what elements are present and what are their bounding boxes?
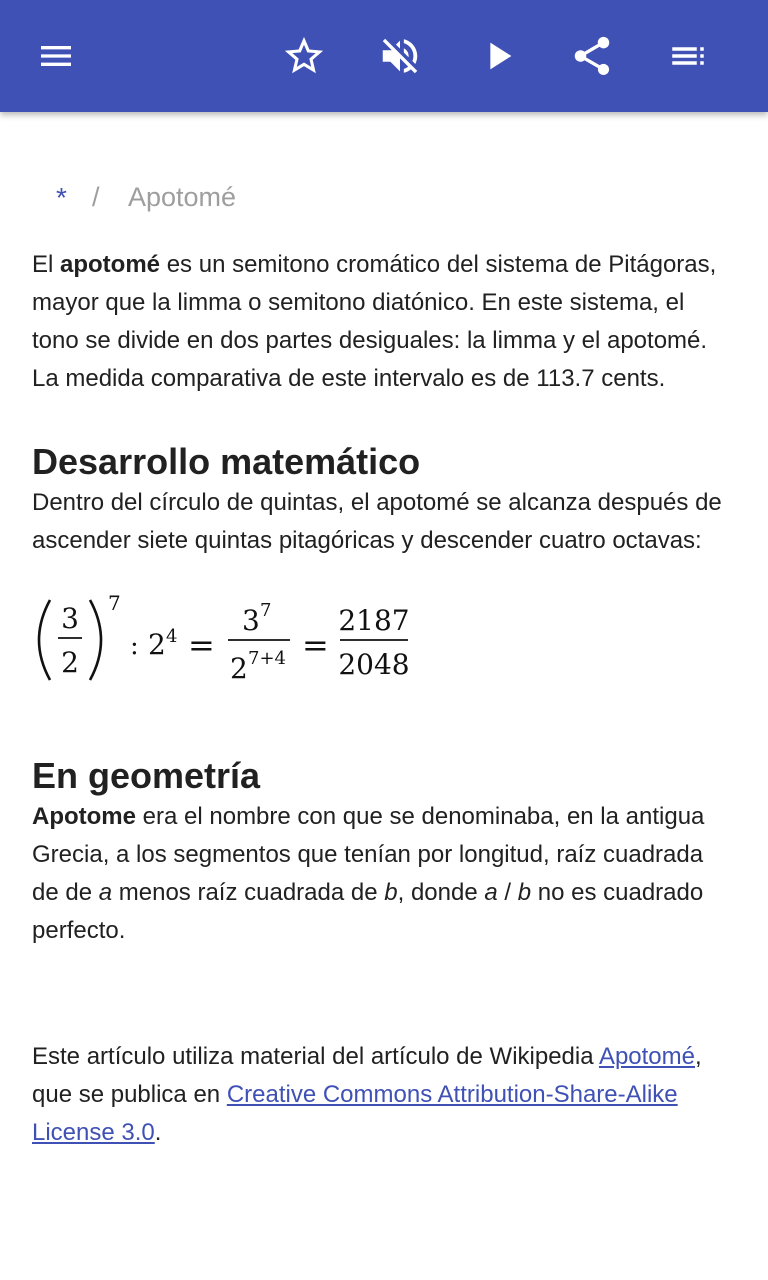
- frac3-num: 2187: [338, 604, 410, 637]
- var-a-2: a: [484, 879, 498, 906]
- geometry-text-2: menos raíz cuadrada de: [112, 879, 385, 906]
- app-bar: [0, 0, 768, 112]
- section-title-math: Desarrollo matemático: [32, 441, 421, 482]
- credit-text-2: , que se publica en: [32, 1043, 702, 1108]
- credit-text-1: Este artículo utiliza material del artículo de Wikipedia: [32, 1043, 599, 1070]
- frac3-den: 2048: [338, 648, 410, 681]
- breadcrumb-current: Apotomé: [128, 182, 237, 212]
- table-of-contents-button[interactable]: [660, 28, 716, 84]
- frac2-den-base: 2: [230, 652, 248, 685]
- geometry-bold-term: Apotome: [32, 803, 136, 830]
- frac1-den: 2: [61, 646, 79, 679]
- wikipedia-article-link[interactable]: Apotomé: [598, 1043, 695, 1070]
- share-icon: [569, 33, 615, 79]
- frac2-num-exp: 7: [260, 600, 272, 621]
- mute-button[interactable]: [372, 28, 428, 84]
- outer-exponent: 7: [108, 591, 121, 615]
- var-a: a: [98, 879, 113, 906]
- base-two: 2: [148, 628, 166, 661]
- share-button[interactable]: [564, 28, 620, 84]
- var-b-2: b: [517, 879, 532, 906]
- breadcrumb: [32, 150, 736, 246]
- right-paren: [90, 600, 101, 680]
- intro-bold-term: apotomé: [60, 251, 161, 278]
- frac2-num-base: 3: [242, 604, 260, 637]
- geometry-text-4: no es cuadrado perfecto.: [32, 879, 704, 944]
- var-b: b: [384, 879, 398, 906]
- license-link[interactable]: Creative Commons Attribution-Share-Alike License 3.0: [32, 1081, 678, 1146]
- geometry-text-3: , donde: [397, 879, 485, 906]
- breadcrumb-separator: /: [92, 182, 100, 212]
- geometry-text-1: era el nombre con que se denominaba, en la antigua Grecia, a los segmentos que tenían por longitud, raíz cuadrada de de: [32, 803, 705, 906]
- favorite-button[interactable]: [276, 28, 332, 84]
- geometry-paragraph: [32, 798, 736, 950]
- breadcrumb-home-link[interactable]: *: [56, 182, 67, 213]
- menu-icon: [36, 36, 76, 76]
- article-content: [32, 150, 736, 1152]
- frac2-den-exp: 7+4: [248, 648, 286, 669]
- intro-text: es un semitono cromático del sistema de Pitágoras, mayor que la limma o semitono diatónico. En este sistema, el tono se divide en dos partes desiguales: la limma y el apotomé. La medida comparativa de este intervalo es de 113.7 cents.: [32, 251, 717, 392]
- base-exponent: 4: [166, 626, 178, 647]
- play-icon: [475, 33, 521, 79]
- apotome-formula: [34, 590, 736, 720]
- equals-sign-2: =: [302, 626, 329, 664]
- credit-paragraph: [32, 1038, 736, 1152]
- star-outline-icon: [281, 33, 327, 79]
- toc-list-icon: [667, 35, 709, 77]
- intro-prefix: El: [32, 251, 61, 278]
- credit-text-3: .: [154, 1119, 162, 1146]
- slash-text: /: [497, 879, 518, 906]
- math-paragraph: Dentro del círculo de quintas, el apotomé se alcanza después de ascender siete quintas pitagóricas y descender cuatro octavas:: [32, 489, 722, 554]
- frac1-num: 3: [61, 602, 79, 635]
- equals-sign-1: =: [188, 626, 215, 664]
- volume-off-icon: [377, 33, 423, 79]
- menu-button[interactable]: [28, 28, 84, 84]
- section-title-geometry: En geometría: [32, 755, 261, 796]
- left-paren: [39, 600, 50, 680]
- colon-sign: :: [130, 631, 139, 661]
- play-button[interactable]: [470, 28, 526, 84]
- intro-paragraph: [32, 246, 736, 398]
